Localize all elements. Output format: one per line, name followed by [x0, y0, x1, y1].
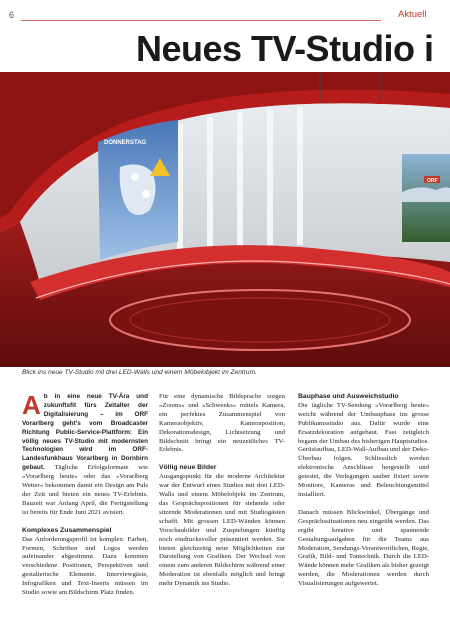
header-rule [21, 20, 381, 21]
article-column-3 [298, 393, 429, 589]
intro-text: Tägliche Erfolgsformate wie »Vorarlberg heute« oder das »Vorarlberg Wetter« bekommen damit ein Design am Puls der Zeit und bieten ein neues TV-Erlebnis. Bauzeit war Anfang April, die Fertigstellung ist bereits für Ende Juni 2021 avisiert. [22, 464, 148, 516]
dropcap: A [22, 390, 41, 420]
paragraph-dynamik: Für eine dynamische Bildsprache sorgen »Zooms« und »Schwenks« mittels Kamera, ein perfektes Zusammenspiel von Kameraobjektiv, Kameraposition, Dekorationsdesign, Lichtsetzung und Bildschnitt bringt ein neuzeitliches TV-Erlebnis. [159, 393, 285, 454]
section-label: Aktuell [398, 9, 427, 20]
subheading-komplexes: Komplexes Zusammenspiel [22, 526, 112, 534]
subheading-neue-bilder: Völlig neue Bilder [159, 464, 217, 472]
subheading-bauphase: Bauphase und Ausweichstudio [298, 393, 399, 400]
cloud-icon [142, 190, 150, 198]
screen-right-label: ORF [427, 178, 438, 184]
page-number: 6 [9, 10, 15, 20]
cloud-icon [131, 173, 139, 181]
screen-left-label: DONNERSTAG [104, 140, 147, 146]
paragraph-bauphase: Die tägliche TV-Sendung »Vorarlberg heute« weicht während der Umbauphase ins grosse Publikumsstudio aus. Dafür wurde eine Ersatzdekoration aufgebaut. Fast zeitgleich begann der Umbau des bisherigen Hauptstudios. Gerüstaufbau, LED-Wall-Aufbau und der Deko-Überbau folgen. Schliesslich werden elektronische Anschlüsse hergestellt und getestet, die Verlegungen sauber fixiert sowie Monitore, Kameras und Beleuchtungsmittel installiert. [298, 401, 429, 498]
photo-caption: Blick ins neue TV-Studio mit drei LED-Walls und einem Möbelobjekt im Zentrum. [22, 369, 257, 376]
page-title: Neues TV-Studio i [136, 29, 434, 69]
article-column-1 [22, 390, 148, 598]
article-column-2 [159, 393, 285, 589]
paragraph-komplexes: Das Anforderungsprofil ist komplex: Farben, Formen, Schriften und Logos werden aufeinander abgestimmt. Dazu kommen verschiedene Positionen, Perspektiven und gestalterische Elemente. Interviewgäste, Infografiken und Text-Inserts müssen im Studio sowie am Bildschirm Platz finden. [22, 535, 148, 597]
lead-text: b in eine neue TV-Ära und zukunftsfit fürs Zeitalter der Digitalisierung – im ORF Vorarlberg geht's vom Broadcaster Richtung Public-Service-Plattform: Ein völlig neues TV-Studio mit modernsten Technologien wird im ORF-Landesfunkhaus Vorarlberg in Dornbirn gebaut. [22, 393, 148, 472]
paragraph-danach: Danach müssen Blickwinkel, Übergänge und Gesprächssituationen neu eingeübt werden. Das ergibt kreative und spannende Gestaltungsaufgaben für die Teams aus Moderation, Sendungs-Verantwortlichen, Regie, Grafik, Bild- und Tontechnik. Durch die LED-Wände können mehr Grafiken als bisher gezeigt werden, die Moderationen werden durch Visualisierungen aufgewertet. [298, 508, 429, 588]
studio-photo [0, 72, 450, 367]
paragraph-neue-bilder: Ausgangspunkt für die moderne Architektur war der Entwurf eines Studios mit drei LED-Walls und einem Möbelobjekt im Zentrum, das Gesprächspositionen für stehende oder sitzende Moderationen und mit Studiogästen schafft. Mit grossen LED-Wänden können Vorschaubilder und Zuspielungen künftig noch eindrucksvoller präsentiert werden. Sie bieten gleichzeitig neue Möglichkeiten zur Darstellung von Grafiken. Der Wechsel von einem zum anderen Bildschirm während einer Moderation ist ebenfalls möglich und bringt mehr Dynamik ins Studio. [159, 473, 285, 588]
lead-paragraph [22, 390, 148, 518]
